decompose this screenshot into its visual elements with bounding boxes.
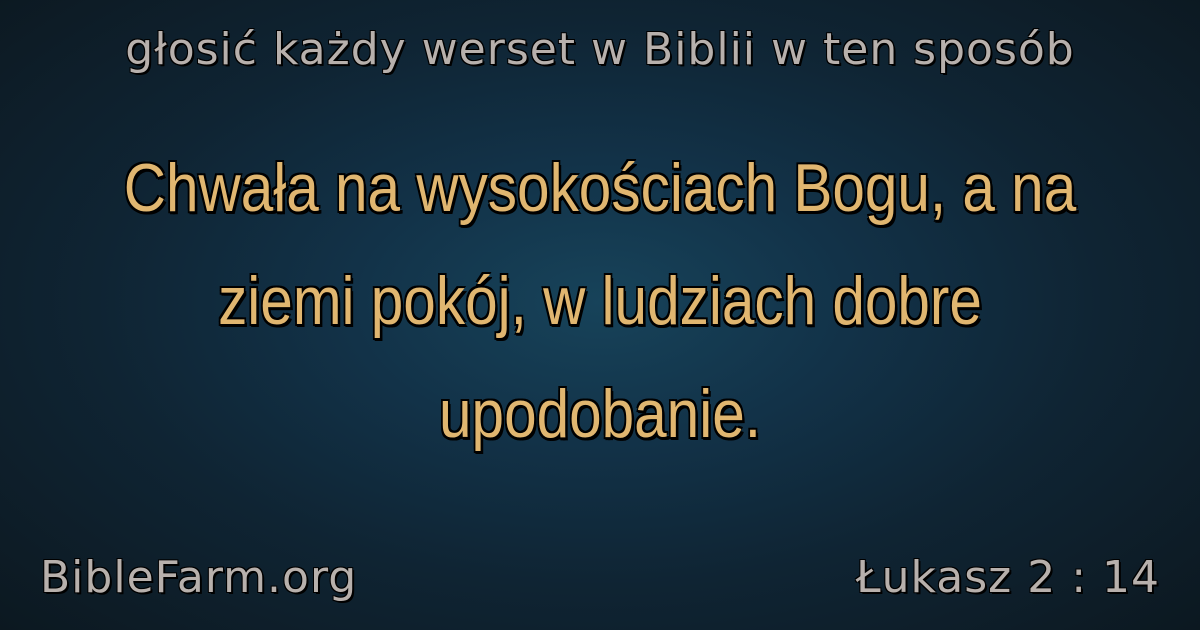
verse-text: Chwała na wysokościach Bogu, a na ziemi pokój, w ludziach dobre upodobanie.	[123, 150, 1077, 452]
tagline: głosić każdy werset w Biblii w ten sposób	[125, 24, 1075, 75]
site-name: BibleFarm.org	[40, 552, 358, 603]
verse-reference: Łukasz 2 : 14	[855, 552, 1160, 603]
